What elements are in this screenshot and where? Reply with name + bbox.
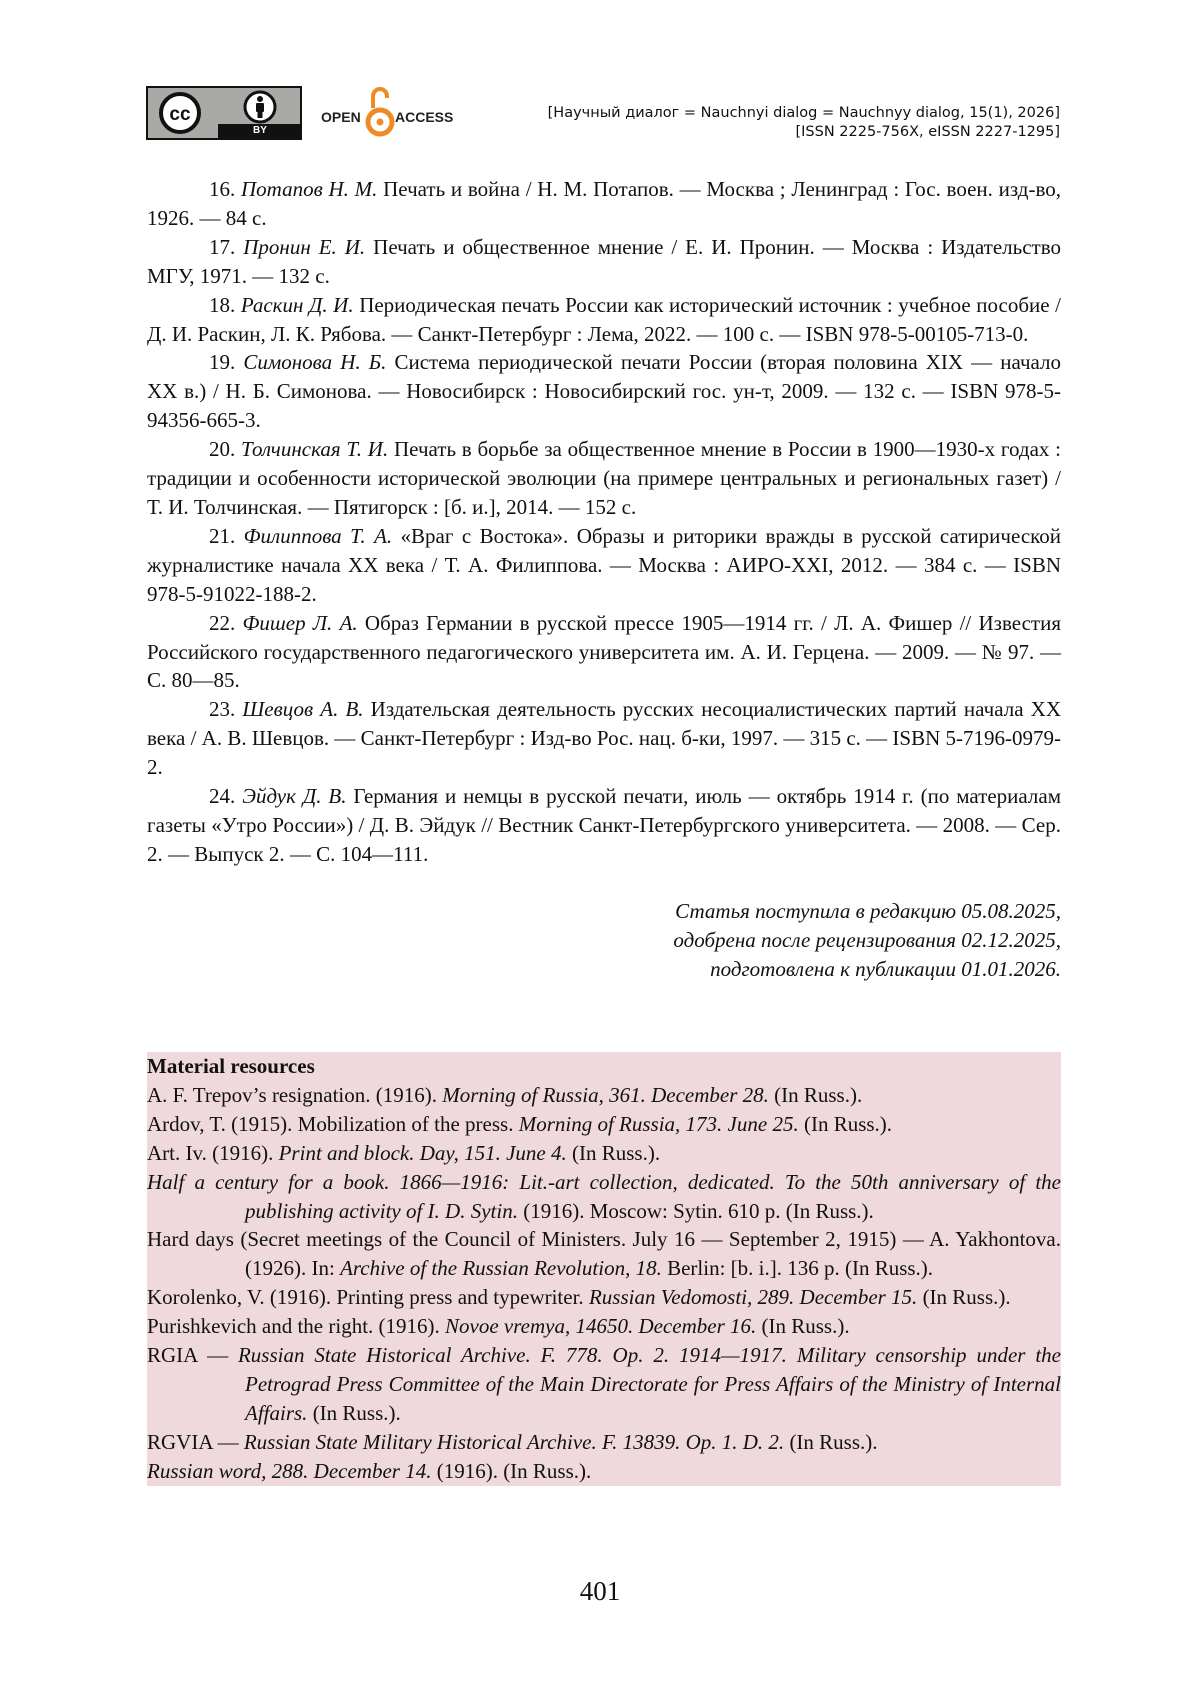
resource-item: A. F. Trepov’s resignation. (1916). Morning of Russia, 361. December 28. (In Russ.). — [147, 1082, 863, 1107]
reference-text: Образ Германии в русской прессе 1905—1914 гг. / Л. А. Фишер // Известия Российского государственного педагогического университета им. А. И. Герцена. — 2009. — № 97. — С. 80—85. — [147, 610, 1061, 693]
page-number: 401 — [579, 1576, 621, 1606]
open-access-left-text: OPEN — [321, 109, 361, 125]
by-label: BY — [253, 125, 267, 136]
resource-item: Half a century for a book. 1866—1916: Lit.-art collection, dedicated. To the 50th anniversary of the publishing activity of I. D. Sytin. (1916). Moscow: Sytin. 610 p. (In Russ.). — [147, 1169, 1061, 1223]
reference-number: 23. — [209, 697, 236, 722]
open-access-right-text: ACCESS — [395, 109, 454, 125]
resource-item: Art. Iv. (1916). Print and block. Day, 151. June 4. (In Russ.). — [147, 1140, 661, 1165]
reference-number: 17. — [209, 234, 236, 259]
open-access-lock-icon — [365, 84, 395, 140]
journal-title-line: [Научный диалог = Nauchnyi dialog = Nauchnyy dialog, 15(1), 2026] — [547, 105, 1060, 121]
status-received: Статья поступила в редакцию 05.08.2025, — [675, 898, 1061, 923]
attribution-person-icon — [242, 89, 278, 125]
reference-item — [147, 782, 1061, 869]
reference-text: Печать и война / Н. М. Потапов. — Москва ; Ленинград : Гос. воен. изд-во, 1926. — 84 с. — [147, 177, 1061, 230]
reference-item — [147, 609, 1061, 696]
status-prepared: подготовлена к публикации 01.01.2026. — [710, 956, 1061, 981]
resource-item: Korolenko, V. (1916). Printing press and typewriter. Russian Vedomosti, 289. December 15. (In Russ.). — [147, 1285, 1011, 1310]
reference-item — [147, 291, 1061, 349]
resource-item: Ardov, T. (1915). Mobilization of the press. Morning of Russia, 173. June 25. (In Russ.). — [147, 1111, 893, 1136]
reference-author: Фишер Л. А. — [242, 610, 358, 635]
reference-number: 21. — [209, 523, 236, 548]
reference-text: Печать в борьбе за общественное мнение в России в 1900—1930-х годах : традиции и особенности исторической эволюции (на примере центральных и региональных газет) / Т. И. Толчинская. — Пятигорск : [б. и.], 2014. — 152 с. — [147, 437, 1062, 519]
reference-author: Эйдук Д. В. — [242, 784, 347, 809]
reference-text: Издательская деятельность русских несоциалистических партий начала XX века / А. В. Шевцов. — Санкт-Петербург : Изд-во Рос. нац. б-ки, 1997. — 315 с. — ISBN 5-7196-0979-2. — [147, 697, 1061, 780]
reference-author: Раскин Д. И. — [240, 292, 354, 317]
reference-item — [147, 175, 1061, 233]
open-access-logo — [321, 84, 471, 144]
reference-author: Потапов Н. М. — [241, 177, 378, 201]
reference-item — [147, 435, 1061, 522]
reference-author: Толчинская Т. И. — [241, 437, 389, 462]
reference-item — [147, 522, 1061, 609]
article-status — [147, 897, 1061, 984]
reference-item — [147, 695, 1061, 782]
reference-text: Система периодической печати России (вторая половина XIX — начало XX в.) / Н. Б. Симонова. — Новосибирск : Новосибирский гос. ун-т, 2009. — 132 с. — ISBN 978-5-94356-665-3. — [147, 350, 1062, 433]
reference-item — [147, 233, 1061, 291]
reference-number: 24. — [209, 784, 236, 809]
reference-number: 22. — [209, 610, 236, 635]
resource-item: RGIA — Russian State Historical Archive. F. 778. Op. 2. 1914—1917. Military censorship under the Petrograd Press Committee of the Main Directorate for Press Affairs of the Ministry of Internal Affairs. (In Russ.). — [147, 1343, 1061, 1425]
reference-item — [147, 348, 1061, 435]
reference-author: Филиппова Т. А. — [243, 523, 393, 548]
material-resources-section — [147, 1052, 1061, 1486]
resource-item: Russian word, 288. December 14. (1916). (In Russ.). — [147, 1458, 592, 1483]
reference-number: 19. — [209, 350, 236, 375]
reference-author: Пронин Е. И. — [243, 234, 366, 259]
reference-author: Симонова Н. Б. — [243, 350, 387, 375]
reference-author: Шевцов А. В. — [242, 697, 364, 722]
references-list — [147, 175, 1061, 983]
reference-number: 16. — [209, 177, 236, 201]
material-resources-title: Material resources — [147, 1054, 315, 1078]
resource-item: Hard days (Secret meetings of the Council of Ministers. July 16 — September 2, 1915) — A. Yakhontova. (1926). In: Archive of the Russian Revolution, 18. Berlin: [b. i.]. 136 p. (In Russ.). — [147, 1227, 1061, 1281]
resource-item: RGVIA — Russian State Military Historical Archive. F. 13839. Op. 1. D. 2. (In Russ.). — [147, 1429, 878, 1454]
reference-text: Периодическая печать России как исторический источник : учебное пособие / Д. И. Раскин, Л. К. Рябова. — Санкт-Петербург : Лема, 2022. — 100 с. — ISBN 978-5-00105-713-0. — [147, 292, 1061, 346]
journal-citation — [548, 104, 1060, 142]
resource-item: Purishkevich and the right. (1916). Novoe vremya, 14650. December 16. (In Russ.). — [147, 1314, 850, 1339]
journal-issn-line: [ISSN 2225-756X, eISSN 2227-1295] — [795, 124, 1060, 140]
cc-label: cc — [169, 104, 191, 125]
reference-text: «Враг с Востока». Образы и риторики вражды в русской сатирической журналистике начала XX века / Т. А. Филиппова. — Москва : АИРО-XXI, 2012. — 384 с. — ISBN 978-5-91022-188-2. — [147, 523, 1062, 606]
status-approved: одобрена после рецензирования 02.12.2025, — [673, 927, 1061, 952]
reference-number: 20. — [209, 437, 236, 462]
reference-text: Печать и общественное мнение / Е. И. Пронин. — Москва : Издательство МГУ, 1971. — 132 с. — [147, 234, 1062, 288]
cc-by-license-badge — [146, 86, 302, 140]
reference-text: Германия и немцы в русской печати, июль — октябрь 1914 г. (по материалам газеты «Утро России») / Д. В. Эйдук // Вестник Санкт-Петербургского университета. — 2008. — Сер. 2. — Выпуск 2. — С. 104—111. — [147, 784, 1062, 866]
reference-number: 18. — [209, 292, 236, 317]
page-header — [146, 84, 1060, 144]
creative-commons-icon — [158, 91, 202, 135]
